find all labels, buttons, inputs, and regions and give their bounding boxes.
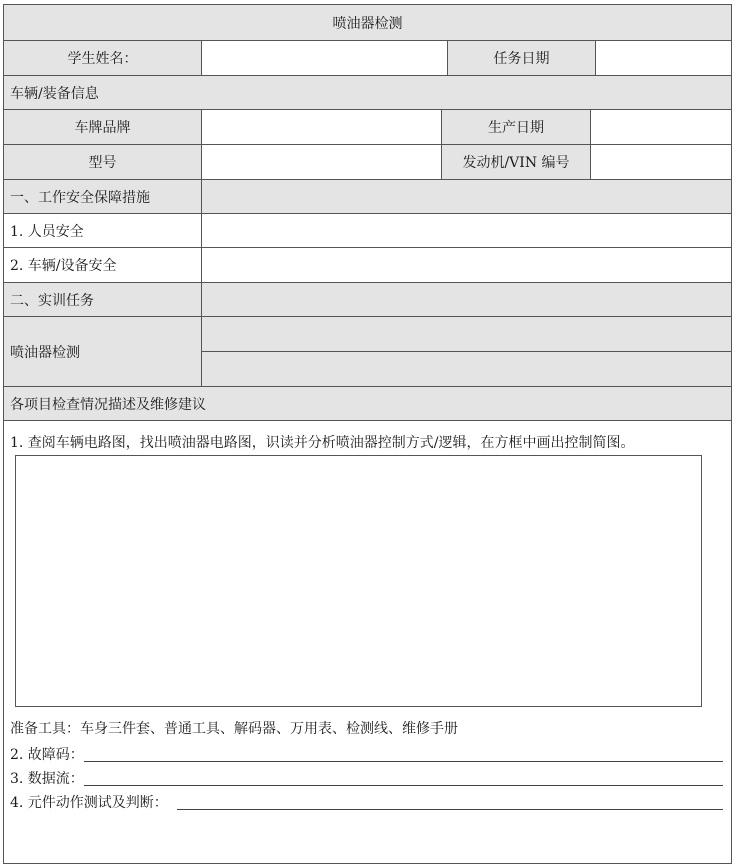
training-section-title: 二、实训任务	[4, 283, 201, 316]
model-label: 型号	[4, 145, 201, 179]
training-task-divider	[202, 351, 731, 352]
brand-row	[4, 109, 731, 144]
form-title: 喷油器检测	[332, 15, 403, 32]
item1-instruction: 1. 查阅车辆电路图，找出喷油器电路图，识读并分析喷油器控制方式/逻辑，在方框中画出控制简图。	[10, 435, 635, 451]
task-date-label: 任务日期	[447, 41, 595, 75]
vehicle-safety-row	[4, 247, 731, 282]
actuator-test-label: 4. 元件动作测试及判断：	[10, 795, 168, 811]
student-name-label: 学生姓名：	[4, 41, 201, 75]
inspection-section-row	[4, 386, 731, 420]
task-date-field[interactable]	[595, 41, 731, 75]
model-field[interactable]	[201, 145, 441, 179]
safety-section-title: 一、工作安全保障措施	[4, 180, 201, 213]
safety-section-row	[4, 179, 731, 213]
personal-safety-field[interactable]	[201, 214, 731, 247]
vehicle-section-row	[4, 75, 731, 109]
form-title-row	[4, 5, 731, 40]
data-stream-label: 3. 数据流：	[10, 771, 84, 787]
training-task-row	[4, 316, 731, 386]
fault-code-label: 2. 故障码：	[10, 747, 84, 763]
safety-section-blank	[201, 180, 731, 213]
engine-vin-field[interactable]	[590, 145, 731, 179]
student-name-field[interactable]	[201, 41, 447, 75]
inspection-section-title: 各项目检查情况描述及维修建议	[10, 396, 206, 413]
engine-vin-label: 发动机/VIN 编号	[441, 145, 590, 179]
production-date-field[interactable]	[590, 110, 731, 144]
production-date-label: 生产日期	[441, 110, 590, 144]
training-task-label: 喷油器检测	[4, 317, 201, 386]
fault-code-line[interactable]	[84, 761, 723, 762]
student-row	[4, 40, 731, 75]
personal-safety-row	[4, 213, 731, 247]
actuator-test-line[interactable]	[177, 809, 723, 810]
brand-label: 车牌品牌	[4, 110, 201, 144]
model-row	[4, 144, 731, 179]
training-section-blank	[201, 283, 731, 316]
data-stream-line[interactable]	[84, 785, 723, 786]
vehicle-section-title: 车辆/装备信息	[10, 85, 99, 102]
vehicle-safety-field[interactable]	[201, 248, 731, 282]
tools-list: 准备工具：车身三件套、普通工具、解码器、万用表、检测线、维修手册	[10, 721, 458, 737]
vehicle-safety-label: 2. 车辆/设备安全	[10, 258, 117, 274]
brand-field[interactable]	[201, 110, 441, 144]
inspection-form	[3, 4, 732, 864]
training-task-fields	[201, 317, 731, 386]
diagram-drawing-box[interactable]	[15, 455, 702, 707]
personal-safety-label: 1. 人员安全	[10, 223, 84, 240]
training-section-row	[4, 282, 731, 316]
